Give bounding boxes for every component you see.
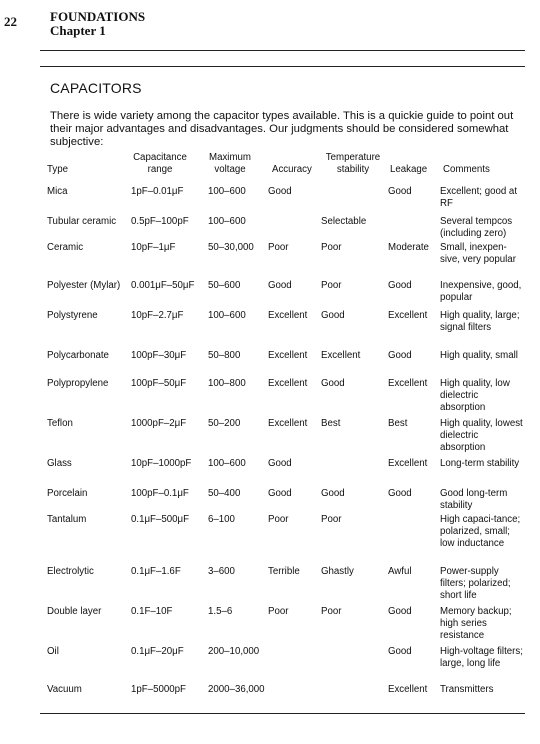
cell-voltage: 50–600 [208,280,241,291]
cell-type: Glass [47,458,72,469]
cell-type: Polycarbonate [47,350,109,361]
chapter-label: Chapter 1 [50,23,106,38]
cell-voltage: 100–600 [208,310,246,321]
cell-capacitance: 100pF–0.1μF [131,488,189,499]
cell-capacitance: 0.1F–10F [131,606,173,617]
cell-comments: High quality, lowest dielectric absorption [440,418,523,453]
cell-comments: Inexpensive, good, popular [440,280,522,303]
cell-voltage: 200–10,000 [208,646,260,657]
cell-capacitance: 1000pF–2μF [131,418,187,429]
cell-comments: High quality, low dielectric absorption [440,378,510,413]
cell-voltage: 1.5–6 [208,606,233,617]
cell-capacitance: 0.1μF–500μF [131,514,190,525]
header-capacitance: Capacitance range [133,152,187,175]
cell-leakage: Excellent [388,378,428,389]
cell-voltage: 2000–36,000 [208,684,265,695]
cell-type: Teflon [47,418,73,429]
cell-type: Tubular ceramic [47,216,117,227]
cell-type: Vacuum [47,684,82,695]
cell-type: Mica [47,186,68,197]
cell-type: Polystyrene [47,310,98,321]
cell-type: Polyester (Mylar) [47,280,121,291]
cell-temperature: Poor [321,280,342,291]
header-temperature: Temperature stability [325,152,381,175]
cell-capacitance: 100pF–50μF [131,378,187,389]
cell-leakage: Excellent [388,684,428,695]
cell-comments: High-voltage filters; large, long life [440,646,523,669]
cell-accuracy: Poor [268,606,289,617]
cell-temperature: Good [321,310,345,321]
cell-leakage: Excellent [388,458,428,469]
cell-voltage: 50–400 [208,488,241,499]
header-accuracy: Accuracy [272,164,312,175]
cell-voltage: 6–100 [208,514,235,525]
cell-temperature: Excellent [321,350,361,361]
cell-leakage: Excellent [388,310,428,321]
cell-voltage: 50–800 [208,350,241,361]
header-rule-bottom [40,66,525,67]
cell-temperature: Poor [321,606,342,617]
cell-type: Ceramic [47,242,84,253]
cell-capacitance: 10pF–2.7μF [131,310,184,321]
table-header [45,152,530,178]
cell-comments: Small, inexpen-sive, very popular [440,242,516,265]
cell-voltage: 50–30,000 [208,242,254,253]
running-title: FOUNDATIONS [50,9,146,24]
page-number: 22 [4,14,17,29]
cell-comments: Excellent; good at RF [440,186,518,209]
cell-comments: Memory backup; high series resistance [440,606,512,641]
cell-comments: Power-supply filters; polarized; short life [440,566,511,601]
cell-voltage: 3–600 [208,566,235,577]
cell-capacitance: 0.001μF–50μF [131,280,195,291]
cell-accuracy: Good [268,458,292,469]
cell-capacitance: 0.1μF–20μF [131,646,184,657]
cell-capacitance: 10pF–1μF [131,242,176,253]
cell-capacitance: 0.5pF–100pF [131,216,189,227]
cell-type: Double layer [47,606,102,617]
cell-capacitance: 1pF–0.01μF [131,186,184,197]
cell-voltage: 100–600 [208,186,246,197]
cell-leakage: Good [388,350,412,361]
cell-accuracy: Poor [268,242,289,253]
cell-leakage: Moderate [388,242,429,253]
cell-comments: High quality, large; signal filters [440,310,520,333]
cell-type: Tantalum [47,514,87,525]
cell-leakage: Awful [388,566,412,577]
cell-temperature: Good [321,378,345,389]
cell-type: Electrolytic [47,566,94,577]
cell-accuracy: Good [268,186,292,197]
cell-temperature: Good [321,488,345,499]
cell-voltage: 100–600 [208,458,246,469]
cell-comments: Several tempcos (including zero) [440,216,513,239]
cell-temperature: Poor [321,242,342,253]
cell-accuracy: Poor [268,514,289,525]
header-leakage: Leakage [390,164,428,175]
cell-capacitance: 100pF–30μF [131,350,187,361]
cell-accuracy: Excellent [268,310,308,321]
cell-comments: High quality, small [440,350,518,361]
cell-temperature: Ghastly [321,566,354,577]
cell-accuracy: Excellent [268,350,308,361]
cell-temperature: Best [321,418,341,429]
cell-capacitance: 1pF–5000pF [131,684,186,695]
cell-comments: Transmitters [440,684,494,695]
cell-comments: High capaci-tance; polarized, small; low inductance [440,514,521,549]
cell-type: Oil [47,646,59,657]
intro-paragraph: There is wide variety among the capacitor types available. This is a quickie guide to point out their major advantages and disadvantages. Our judgments should be considered somewhat subjective: [50,110,514,148]
cell-temperature: Selectable [321,216,367,227]
footer-rule [40,713,525,714]
capacitor-table [45,152,530,695]
cell-temperature: Poor [321,514,342,525]
cell-leakage: Good [388,646,412,657]
cell-capacitance: 0.1μF–1.6F [131,566,181,577]
cell-leakage: Good [388,186,412,197]
section-title: CAPACITORS [50,80,142,96]
cell-capacitance: 10pF–1000pF [131,458,192,469]
cell-accuracy: Good [268,280,292,291]
cell-leakage: Best [388,418,408,429]
cell-accuracy: Excellent [268,378,308,389]
cell-accuracy: Excellent [268,418,308,429]
cell-voltage: 100–800 [208,378,246,389]
cell-comments: Good long-term stability [440,488,508,511]
cell-voltage: 50–200 [208,418,241,429]
header-type: Type [47,164,69,175]
cell-accuracy: Good [268,488,292,499]
cell-type: Porcelain [47,488,88,499]
header-voltage: Maximum voltage [209,152,251,175]
cell-leakage: Good [388,488,412,499]
cell-comments: Long-term stability [440,458,520,469]
cell-voltage: 100–600 [208,216,246,227]
header-comments: Comments [443,164,490,175]
header-rule-top [40,50,525,51]
cell-leakage: Good [388,606,412,617]
cell-type: Polypropylene [47,378,109,389]
cell-accuracy: Terrible [268,566,300,577]
cell-leakage: Good [388,280,412,291]
